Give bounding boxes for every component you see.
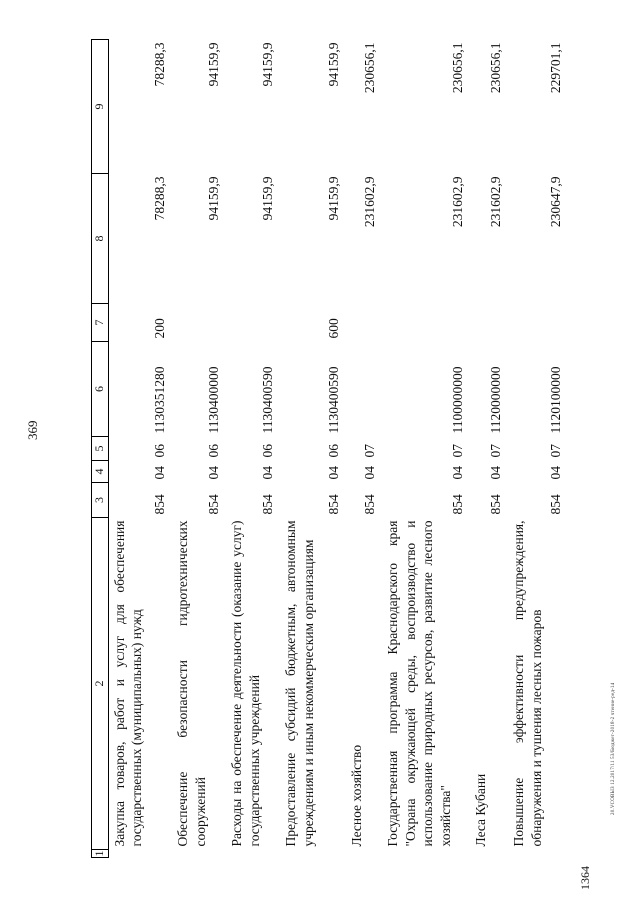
- cell-description: Леса Кубани: [473, 773, 489, 847]
- cell-c8: 231602,9: [487, 176, 503, 228]
- cell-c9: 230656,1: [449, 42, 465, 94]
- cell-c7: 200: [151, 318, 167, 339]
- cell-c8: 231602,9: [449, 176, 465, 228]
- cell-c9: 230656,1: [487, 42, 503, 94]
- cell-c7: [346, 304, 382, 342]
- page-number: 369: [25, 420, 40, 440]
- cell-c9: 230656,1: [361, 42, 377, 94]
- budget-table: [91, 39, 568, 858]
- col-header-4: 4: [92, 461, 109, 483]
- cell-c4: 04: [547, 466, 563, 480]
- cell-c1: [470, 850, 508, 858]
- cell-c1: [382, 850, 470, 858]
- cell-c4: 04: [259, 466, 275, 480]
- cell-c6: 1130400590: [259, 366, 275, 434]
- cell-c3: 854: [547, 494, 563, 515]
- cell-c4: 04: [151, 466, 167, 480]
- table-row: [382, 40, 470, 858]
- col-header-1: 1: [92, 850, 109, 858]
- cell-c8: 231602,9: [361, 176, 377, 228]
- table-row: [226, 40, 280, 858]
- cell-c1: [108, 850, 172, 858]
- header-row: [92, 40, 109, 858]
- table-row: [172, 40, 226, 858]
- cell-c9: 94159,9: [325, 42, 341, 87]
- cell-c5: 07: [547, 444, 563, 458]
- cell-c5: 07: [449, 444, 465, 458]
- cell-c5: 06: [205, 444, 221, 458]
- cell-c7: [470, 304, 508, 342]
- col-header-2: 2: [92, 518, 109, 850]
- cell-description: Закупка товаров, работ и услуг для обеспечения государственных (муниципальных) нужд: [111, 520, 145, 847]
- cell-c7: 600: [325, 318, 341, 339]
- table-row: [280, 40, 346, 858]
- cell-c5: 06: [151, 444, 167, 458]
- cell-description: Предоставление субсидий бюджетным, автономным учреждениям и иным некоммерческим организациям: [283, 520, 316, 847]
- cell-c1: [280, 850, 346, 858]
- cell-c3: 854: [205, 494, 221, 515]
- col-header-7: 7: [92, 304, 109, 342]
- cell-c1: [508, 850, 568, 858]
- cell-c5: 07: [361, 444, 377, 458]
- cell-c1: [172, 850, 226, 858]
- cell-c4: 04: [205, 466, 221, 480]
- cell-c6: 1120100000: [547, 366, 563, 434]
- cell-c7: [382, 304, 470, 342]
- cell-c3: 854: [361, 494, 377, 515]
- cell-c8: 94159,9: [205, 176, 221, 221]
- cell-description: Государственная программа Краснодарского края "Охрана окружающей среды, воспроизводство и использование природных ресурсов, развитие лесного хозяйства": [385, 520, 453, 847]
- cell-c9: 94159,9: [205, 42, 221, 87]
- col-header-6: 6: [92, 342, 109, 437]
- footer-path: 20.VСОВЫЗ 12.2017/11 53/Бюджет-2018-2 чтение-ред-14: [611, 682, 616, 815]
- cell-c3: 854: [487, 494, 503, 515]
- cell-c6: 1120000000: [487, 366, 503, 434]
- cell-c9: 78288,3: [151, 42, 167, 87]
- table-row: [508, 40, 568, 858]
- cell-c7: [172, 304, 226, 342]
- cell-c8: 78288,3: [151, 176, 167, 221]
- cell-c4: 04: [325, 466, 341, 480]
- cell-c8: 94159,9: [325, 176, 341, 221]
- table-row: [470, 40, 508, 858]
- cell-c3: 854: [259, 494, 275, 515]
- cell-c6: 1100000000: [449, 366, 465, 434]
- cell-c4: 04: [487, 466, 503, 480]
- cell-c6: 1130400000: [205, 366, 221, 434]
- cell-c1: [346, 850, 382, 858]
- cell-c3: 854: [449, 494, 465, 515]
- col-header-5: 5: [92, 437, 109, 461]
- col-header-3: 3: [92, 483, 109, 518]
- cell-c4: 04: [449, 466, 465, 480]
- col-header-8: 8: [92, 174, 109, 304]
- rotated-table-container: [91, 40, 576, 858]
- cell-c3: 854: [325, 494, 341, 515]
- cell-c5: 06: [259, 444, 275, 458]
- cell-description: Лесное хозяйство: [349, 744, 365, 847]
- col-header-9: 9: [92, 40, 109, 174]
- cell-c5: 07: [487, 444, 503, 458]
- cell-c9: 229701,1: [547, 42, 563, 94]
- cell-c4: 04: [361, 466, 377, 480]
- cell-c9: 94159,9: [259, 42, 275, 87]
- cell-c6: [346, 342, 382, 437]
- cell-c1: [226, 850, 280, 858]
- cell-c6: 1130351280: [151, 366, 167, 434]
- cell-c3: 854: [151, 494, 167, 515]
- cell-c6: 1130400590: [325, 366, 341, 434]
- cell-c5: 06: [325, 444, 341, 458]
- table-row: [346, 40, 382, 858]
- table-row: [108, 40, 172, 858]
- cell-description: Расходы на обеспечение деятельности (оказание услуг) государственных учреждений: [229, 520, 262, 847]
- cell-c8: 230647,9: [547, 176, 563, 228]
- cell-description: Обеспечение безопасности гидротехнических сооружений: [175, 520, 208, 847]
- cell-c7: [226, 304, 280, 342]
- cell-description: Повышение эффективности предупреждения, обнаружения и тушения лесных пожаров: [511, 520, 544, 847]
- cell-c7: [508, 304, 568, 342]
- corner-number: 1364: [578, 866, 592, 890]
- cell-c8: 94159,9: [259, 176, 275, 221]
